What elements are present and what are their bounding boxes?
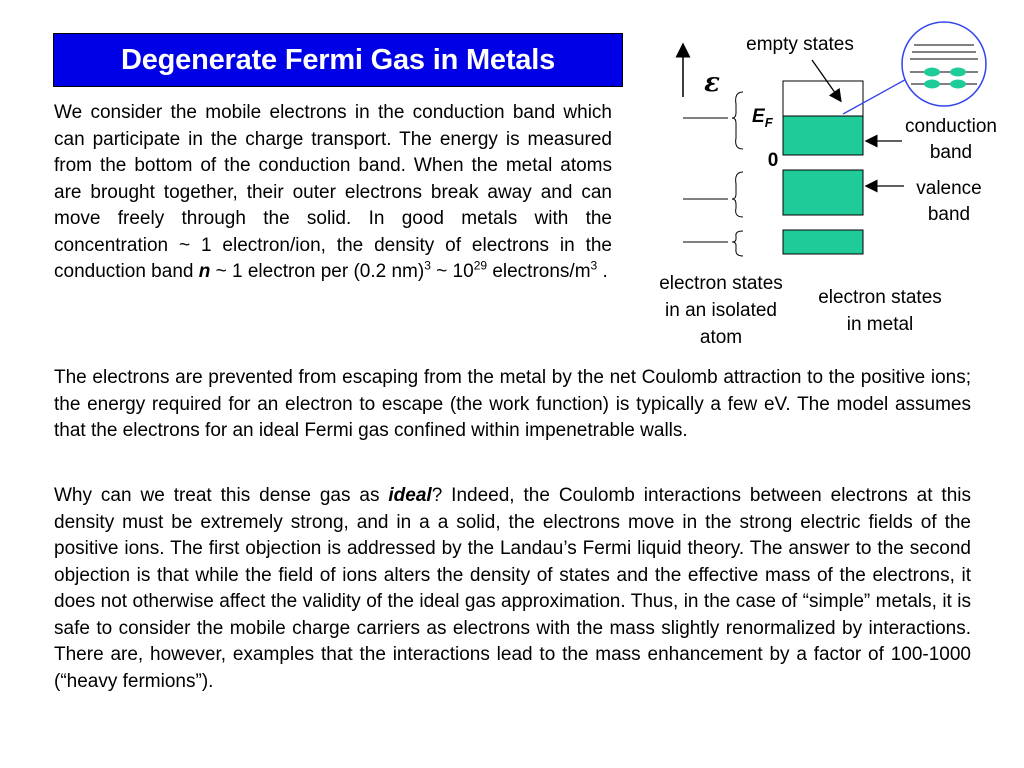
n-symbol: n xyxy=(198,261,211,282)
metal-states-label xyxy=(800,284,960,338)
metal-states-label-line1: electron states xyxy=(818,287,942,308)
isolated-atom-label xyxy=(643,270,799,351)
fermi-e: E xyxy=(752,106,765,127)
brace-3 xyxy=(732,231,743,256)
brace-2 xyxy=(732,172,743,217)
paragraph-3-text-a: Why can we treat this dense gas as xyxy=(54,485,389,506)
paragraph-1-text-b: ~ 1 electron per (0.2 nm) xyxy=(210,261,425,282)
conduction-band-label-line1: conduction xyxy=(905,116,997,137)
paragraph-2: The electrons are prevented from escaping from the metal by the net Coulomb attraction to the positive ions; the energy required for an electron to escape (the work function) is typically a few eV. The model assumes that the electrons for an ideal Fermi gas confined within impenetrable walls. xyxy=(54,367,971,441)
valence-band-label xyxy=(900,176,998,228)
brace-1 xyxy=(732,92,743,149)
fermi-energy-label xyxy=(752,104,780,136)
title-box xyxy=(53,33,623,87)
fermi-sub-f: F xyxy=(764,114,773,130)
conduction-band-label xyxy=(893,114,1009,166)
magnified-levels xyxy=(910,45,978,84)
valence-band-rect xyxy=(783,170,863,215)
valence-band-label-line2: band xyxy=(927,204,971,225)
paragraph-3 xyxy=(54,483,971,695)
superscript-3a: 3 xyxy=(424,258,431,273)
paragraph-1-text-a: We consider the mobile electrons in the conduction band which can participate in the charge transport. The energy is measured from the bottom of the conduction band. When the metal atoms are brought together, their outer electrons break away and can move freely through the solid. In good metals with the concentration ~ 1 electron/ion, the density of electrons in the conduction band xyxy=(54,102,612,282)
deep-band-rect xyxy=(783,230,863,254)
paragraph-1-text-e: . xyxy=(597,261,608,282)
superscript-3b: 3 xyxy=(590,258,598,273)
paragraph-1-text-c: ~ 10 xyxy=(430,261,474,282)
empty-states-box xyxy=(783,81,863,116)
metal-states-label-line2: in metal xyxy=(846,314,914,335)
zero-energy-label: 0 xyxy=(767,150,779,171)
electron-dots xyxy=(924,68,966,89)
superscript-29: 29 xyxy=(473,258,488,273)
callout-line xyxy=(843,76,912,114)
paragraph-1-text-d: electrons/m xyxy=(487,261,591,282)
isolated-atom-label-line3: atom xyxy=(699,327,743,348)
page-title: Degenerate Fermi Gas in Metals xyxy=(121,43,555,76)
empty-states-label: empty states xyxy=(746,34,854,55)
paragraph-3-text-b: ? Indeed, the Coulomb interactions between electrons at this density must be extremely strong, and in a a solid, the electrons move in the strong electric fields of the positive ions. The first objection is addressed by the Landau’s Fermi liquid theory. The answer to the second objection is that while the field of ions alters the density of states and the effective mass of the electrons, it does not otherwise affect the validity of the ideal gas approximation. Thus, in the case of “simple” metals, it is safe to consider the mobile charge carriers as electrons with the mass slightly renormalized by interactions. There are, however, examples that the interactions lead to the mass enhancement by a factor of 100-1000 (“heavy fermions”). xyxy=(54,485,971,692)
conduction-band-label-line2: band xyxy=(929,142,973,163)
empty-states-arrow xyxy=(812,60,838,97)
paragraph-1 xyxy=(54,100,612,286)
valence-band-label-line1: valence xyxy=(916,178,982,199)
conduction-band-rect xyxy=(783,116,863,155)
epsilon-symbol: ε xyxy=(704,68,720,98)
ideal-word: ideal xyxy=(388,485,432,506)
isolated-atom-label-line2: in an isolated xyxy=(665,300,777,321)
magnifier-circle xyxy=(902,22,986,106)
isolated-atom-label-line1: electron states xyxy=(659,273,783,294)
